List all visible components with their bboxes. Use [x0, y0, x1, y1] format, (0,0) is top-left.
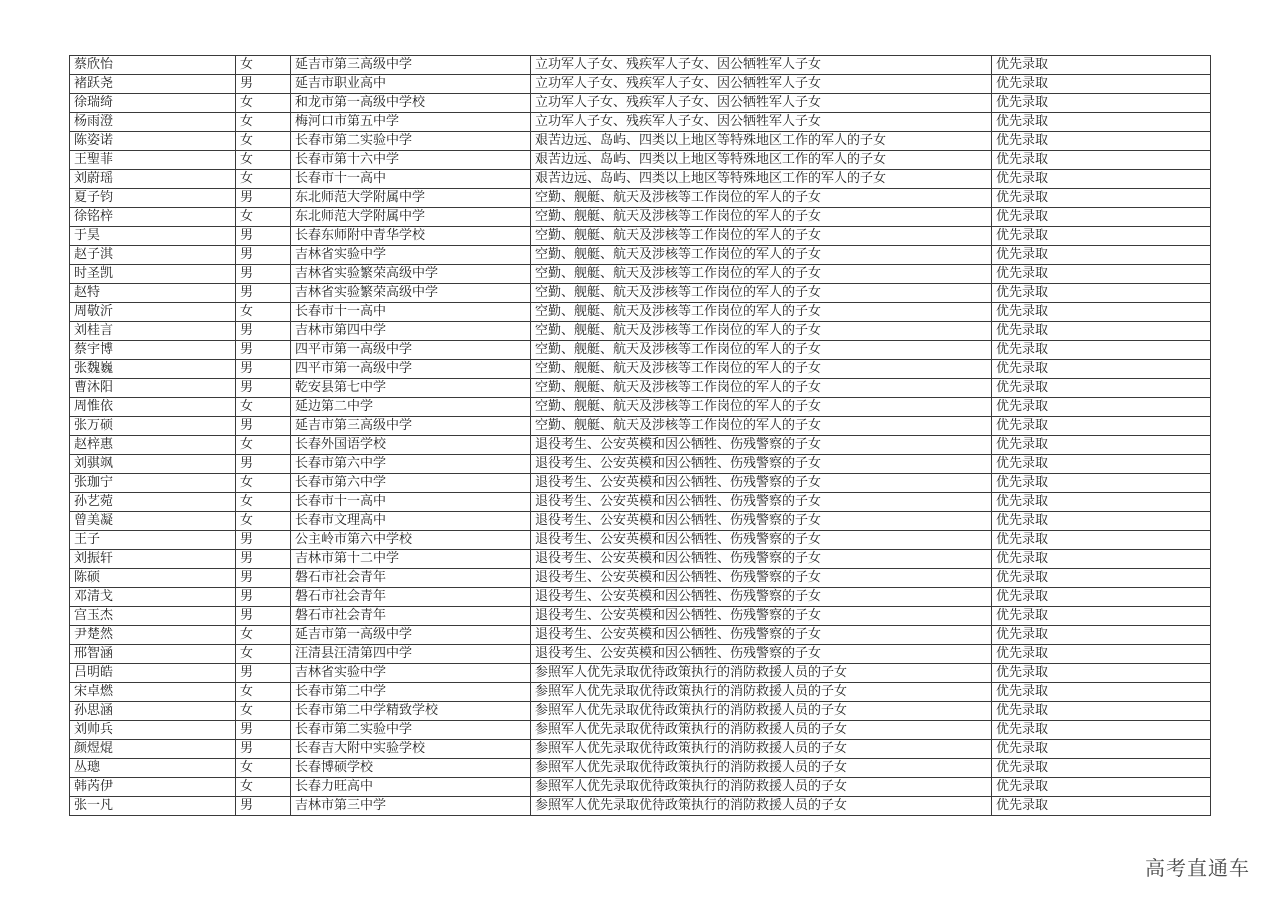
name-cell: 周敬沂 [70, 303, 236, 322]
name-cell: 孙思涵 [70, 702, 236, 721]
school-cell: 吉林市第十二中学 [291, 550, 531, 569]
category-cell: 立功军人子女、残疾军人子女、因公牺牲军人子女 [531, 75, 992, 94]
school-cell: 磐石市社会青年 [291, 569, 531, 588]
category-cell: 空勤、舰艇、航天及涉核等工作岗位的军人的子女 [531, 284, 992, 303]
result-cell: 优先录取 [992, 797, 1211, 816]
name-cell: 王聖菲 [70, 151, 236, 170]
category-cell: 退役考生、公安英模和因公牺牲、伤残警察的子女 [531, 626, 992, 645]
school-cell: 长春市第六中学 [291, 474, 531, 493]
gender-cell: 男 [236, 588, 291, 607]
category-cell: 空勤、舰艇、航天及涉核等工作岗位的军人的子女 [531, 398, 992, 417]
category-cell: 退役考生、公安英模和因公牺牲、伤残警察的子女 [531, 474, 992, 493]
watermark-text: 高考直通车 [1145, 856, 1250, 880]
name-cell: 于昊 [70, 227, 236, 246]
gender-cell: 女 [236, 683, 291, 702]
table-row [70, 436, 1211, 455]
table-row [70, 360, 1211, 379]
table-row [70, 531, 1211, 550]
school-cell: 吉林省实验繁荣高级中学 [291, 284, 531, 303]
name-cell: 赵特 [70, 284, 236, 303]
school-cell: 磐石市社会青年 [291, 607, 531, 626]
result-cell: 优先录取 [992, 721, 1211, 740]
school-cell: 四平市第一高级中学 [291, 341, 531, 360]
gender-cell: 女 [236, 132, 291, 151]
result-cell: 优先录取 [992, 474, 1211, 493]
table-row [70, 265, 1211, 284]
name-cell: 曹沐阳 [70, 379, 236, 398]
table-row [70, 94, 1211, 113]
school-cell: 东北师范大学附属中学 [291, 189, 531, 208]
gender-cell: 男 [236, 227, 291, 246]
table-row [70, 550, 1211, 569]
name-cell: 蔡宇博 [70, 341, 236, 360]
result-cell: 优先录取 [992, 246, 1211, 265]
category-cell: 退役考生、公安英模和因公牺牲、伤残警察的子女 [531, 569, 992, 588]
category-cell: 参照军人优先录取优待政策执行的消防救援人员的子女 [531, 778, 992, 797]
table-row [70, 588, 1211, 607]
gender-cell: 女 [236, 702, 291, 721]
school-cell: 和龙市第一高级中学校 [291, 94, 531, 113]
school-cell: 吉林省实验繁荣高级中学 [291, 265, 531, 284]
admission-table [69, 55, 1211, 816]
school-cell: 长春市第六中学 [291, 455, 531, 474]
school-cell: 长春东师附中青华学校 [291, 227, 531, 246]
table-row [70, 474, 1211, 493]
result-cell: 优先录取 [992, 284, 1211, 303]
name-cell: 张一凡 [70, 797, 236, 816]
table-row [70, 721, 1211, 740]
table-row [70, 778, 1211, 797]
table-row [70, 398, 1211, 417]
name-cell: 周惟依 [70, 398, 236, 417]
result-cell: 优先录取 [992, 664, 1211, 683]
category-cell: 参照军人优先录取优待政策执行的消防救援人员的子女 [531, 702, 992, 721]
name-cell: 王子 [70, 531, 236, 550]
school-cell: 长春市十一高中 [291, 493, 531, 512]
category-cell: 空勤、舰艇、航天及涉核等工作岗位的军人的子女 [531, 322, 992, 341]
category-cell: 艰苦边远、岛屿、四类以上地区等特殊地区工作的军人的子女 [531, 151, 992, 170]
result-cell: 优先录取 [992, 189, 1211, 208]
category-cell: 空勤、舰艇、航天及涉核等工作岗位的军人的子女 [531, 360, 992, 379]
school-cell: 延边第二中学 [291, 398, 531, 417]
gender-cell: 男 [236, 740, 291, 759]
result-cell: 优先录取 [992, 113, 1211, 132]
gender-cell: 女 [236, 398, 291, 417]
category-cell: 空勤、舰艇、航天及涉核等工作岗位的军人的子女 [531, 189, 992, 208]
name-cell: 邓清戈 [70, 588, 236, 607]
gender-cell: 男 [236, 797, 291, 816]
school-cell: 延吉市职业高中 [291, 75, 531, 94]
result-cell: 优先录取 [992, 455, 1211, 474]
result-cell: 优先录取 [992, 683, 1211, 702]
gender-cell: 男 [236, 360, 291, 379]
name-cell: 刘振轩 [70, 550, 236, 569]
table-row [70, 284, 1211, 303]
table-row [70, 322, 1211, 341]
name-cell: 张万硕 [70, 417, 236, 436]
gender-cell: 男 [236, 189, 291, 208]
gender-cell: 男 [236, 284, 291, 303]
result-cell: 优先录取 [992, 512, 1211, 531]
table-row [70, 664, 1211, 683]
result-cell: 优先录取 [992, 417, 1211, 436]
table-row [70, 512, 1211, 531]
name-cell: 蔡欣怡 [70, 56, 236, 75]
name-cell: 曾美凝 [70, 512, 236, 531]
result-cell: 优先录取 [992, 94, 1211, 113]
school-cell: 延吉市第三高级中学 [291, 56, 531, 75]
school-cell: 长春市十一高中 [291, 303, 531, 322]
school-cell: 长春市第二实验中学 [291, 721, 531, 740]
result-cell: 优先录取 [992, 227, 1211, 246]
school-cell: 四平市第一高级中学 [291, 360, 531, 379]
table-row [70, 246, 1211, 265]
table-row [70, 113, 1211, 132]
gender-cell: 女 [236, 113, 291, 132]
category-cell: 空勤、舰艇、航天及涉核等工作岗位的军人的子女 [531, 265, 992, 284]
result-cell: 优先录取 [992, 607, 1211, 626]
result-cell: 优先录取 [992, 531, 1211, 550]
name-cell: 赵梓惠 [70, 436, 236, 455]
name-cell: 陈硕 [70, 569, 236, 588]
name-cell: 孙艺菀 [70, 493, 236, 512]
table-row [70, 75, 1211, 94]
category-cell: 立功军人子女、残疾军人子女、因公牺牲军人子女 [531, 94, 992, 113]
gender-cell: 男 [236, 341, 291, 360]
table-row [70, 569, 1211, 588]
gender-cell: 女 [236, 626, 291, 645]
school-cell: 长春力旺高中 [291, 778, 531, 797]
gender-cell: 男 [236, 379, 291, 398]
name-cell: 邢智涵 [70, 645, 236, 664]
name-cell: 吕明皓 [70, 664, 236, 683]
school-cell: 乾安县第七中学 [291, 379, 531, 398]
name-cell: 韩芮伊 [70, 778, 236, 797]
gender-cell: 男 [236, 75, 291, 94]
school-cell: 延吉市第三高级中学 [291, 417, 531, 436]
result-cell: 优先录取 [992, 360, 1211, 379]
school-cell: 延吉市第一高级中学 [291, 626, 531, 645]
category-cell: 退役考生、公安英模和因公牺牲、伤残警察的子女 [531, 588, 992, 607]
result-cell: 优先录取 [992, 702, 1211, 721]
category-cell: 退役考生、公安英模和因公牺牲、伤残警察的子女 [531, 607, 992, 626]
name-cell: 颜煜焜 [70, 740, 236, 759]
category-cell: 空勤、舰艇、航天及涉核等工作岗位的军人的子女 [531, 246, 992, 265]
school-cell: 长春市第二实验中学 [291, 132, 531, 151]
school-cell: 磐石市社会青年 [291, 588, 531, 607]
category-cell: 空勤、舰艇、航天及涉核等工作岗位的军人的子女 [531, 227, 992, 246]
name-cell: 宫玉杰 [70, 607, 236, 626]
category-cell: 空勤、舰艇、航天及涉核等工作岗位的军人的子女 [531, 341, 992, 360]
name-cell: 陈姿诺 [70, 132, 236, 151]
result-cell: 优先录取 [992, 132, 1211, 151]
result-cell: 优先录取 [992, 265, 1211, 284]
table-row [70, 189, 1211, 208]
result-cell: 优先录取 [992, 588, 1211, 607]
name-cell: 赵子淇 [70, 246, 236, 265]
school-cell: 长春市第二中学 [291, 683, 531, 702]
result-cell: 优先录取 [992, 379, 1211, 398]
school-cell: 公主岭市第六中学校 [291, 531, 531, 550]
result-cell: 优先录取 [992, 398, 1211, 417]
category-cell: 退役考生、公安英模和因公牺牲、伤残警察的子女 [531, 455, 992, 474]
table-row [70, 797, 1211, 816]
name-cell: 刘桂言 [70, 322, 236, 341]
school-cell: 长春吉大附中实验学校 [291, 740, 531, 759]
result-cell: 优先录取 [992, 759, 1211, 778]
table-row [70, 341, 1211, 360]
table-row [70, 455, 1211, 474]
name-cell: 徐瑞绮 [70, 94, 236, 113]
school-cell: 吉林省实验中学 [291, 664, 531, 683]
table-row [70, 702, 1211, 721]
school-cell: 吉林市第四中学 [291, 322, 531, 341]
category-cell: 空勤、舰艇、航天及涉核等工作岗位的军人的子女 [531, 379, 992, 398]
school-cell: 长春博硕学校 [291, 759, 531, 778]
category-cell: 退役考生、公安英模和因公牺牲、伤残警察的子女 [531, 550, 992, 569]
gender-cell: 男 [236, 531, 291, 550]
gender-cell: 男 [236, 417, 291, 436]
table-row [70, 417, 1211, 436]
table-row [70, 683, 1211, 702]
category-cell: 参照军人优先录取优待政策执行的消防救援人员的子女 [531, 740, 992, 759]
gender-cell: 女 [236, 759, 291, 778]
name-cell: 刘骐飒 [70, 455, 236, 474]
category-cell: 参照军人优先录取优待政策执行的消防救援人员的子女 [531, 664, 992, 683]
category-cell: 参照军人优先录取优待政策执行的消防救援人员的子女 [531, 759, 992, 778]
gender-cell: 女 [236, 778, 291, 797]
category-cell: 空勤、舰艇、航天及涉核等工作岗位的军人的子女 [531, 417, 992, 436]
school-cell: 汪清县汪清第四中学 [291, 645, 531, 664]
table-row [70, 303, 1211, 322]
school-cell: 长春外国语学校 [291, 436, 531, 455]
category-cell: 参照军人优先录取优待政策执行的消防救援人员的子女 [531, 683, 992, 702]
category-cell: 艰苦边远、岛屿、四类以上地区等特殊地区工作的军人的子女 [531, 132, 992, 151]
table-body [70, 56, 1211, 816]
result-cell: 优先录取 [992, 626, 1211, 645]
result-cell: 优先录取 [992, 322, 1211, 341]
gender-cell: 女 [236, 170, 291, 189]
category-cell: 退役考生、公安英模和因公牺牲、伤残警察的子女 [531, 512, 992, 531]
table-row [70, 151, 1211, 170]
name-cell: 张魏巍 [70, 360, 236, 379]
category-cell: 艰苦边远、岛屿、四类以上地区等特殊地区工作的军人的子女 [531, 170, 992, 189]
result-cell: 优先录取 [992, 550, 1211, 569]
name-cell: 刘帅兵 [70, 721, 236, 740]
name-cell: 褚跃尧 [70, 75, 236, 94]
result-cell: 优先录取 [992, 170, 1211, 189]
gender-cell: 女 [236, 56, 291, 75]
name-cell: 夏子钧 [70, 189, 236, 208]
name-cell: 杨雨澄 [70, 113, 236, 132]
result-cell: 优先录取 [992, 75, 1211, 94]
table-row [70, 170, 1211, 189]
table-row [70, 607, 1211, 626]
result-cell: 优先录取 [992, 645, 1211, 664]
category-cell: 空勤、舰艇、航天及涉核等工作岗位的军人的子女 [531, 303, 992, 322]
name-cell: 时圣凯 [70, 265, 236, 284]
school-cell: 长春市文理高中 [291, 512, 531, 531]
school-cell: 吉林市第三中学 [291, 797, 531, 816]
result-cell: 优先录取 [992, 303, 1211, 322]
result-cell: 优先录取 [992, 208, 1211, 227]
gender-cell: 女 [236, 151, 291, 170]
result-cell: 优先录取 [992, 569, 1211, 588]
school-cell: 长春市第二中学精致学校 [291, 702, 531, 721]
gender-cell: 男 [236, 322, 291, 341]
category-cell: 立功军人子女、残疾军人子女、因公牺牲军人子女 [531, 113, 992, 132]
result-cell: 优先录取 [992, 151, 1211, 170]
gender-cell: 女 [236, 493, 291, 512]
table-row [70, 56, 1211, 75]
result-cell: 优先录取 [992, 740, 1211, 759]
result-cell: 优先录取 [992, 436, 1211, 455]
gender-cell: 男 [236, 721, 291, 740]
category-cell: 参照军人优先录取优待政策执行的消防救援人员的子女 [531, 721, 992, 740]
table-row [70, 645, 1211, 664]
gender-cell: 女 [236, 208, 291, 227]
name-cell: 张珈宁 [70, 474, 236, 493]
school-cell: 长春市第十六中学 [291, 151, 531, 170]
gender-cell: 男 [236, 455, 291, 474]
category-cell: 退役考生、公安英模和因公牺牲、伤残警察的子女 [531, 436, 992, 455]
table-row [70, 493, 1211, 512]
result-cell: 优先录取 [992, 493, 1211, 512]
school-cell: 东北师范大学附属中学 [291, 208, 531, 227]
gender-cell: 男 [236, 569, 291, 588]
category-cell: 退役考生、公安英模和因公牺牲、伤残警察的子女 [531, 645, 992, 664]
school-cell: 长春市十一高中 [291, 170, 531, 189]
gender-cell: 女 [236, 303, 291, 322]
gender-cell: 女 [236, 436, 291, 455]
table-row [70, 626, 1211, 645]
result-cell: 优先录取 [992, 778, 1211, 797]
table-row [70, 759, 1211, 778]
table-row [70, 132, 1211, 151]
gender-cell: 男 [236, 607, 291, 626]
school-cell: 吉林省实验中学 [291, 246, 531, 265]
category-cell: 参照军人优先录取优待政策执行的消防救援人员的子女 [531, 797, 992, 816]
name-cell: 丛璁 [70, 759, 236, 778]
name-cell: 宋卓燃 [70, 683, 236, 702]
gender-cell: 女 [236, 474, 291, 493]
gender-cell: 男 [236, 246, 291, 265]
gender-cell: 女 [236, 645, 291, 664]
category-cell: 退役考生、公安英模和因公牺牲、伤残警察的子女 [531, 493, 992, 512]
name-cell: 尹楚然 [70, 626, 236, 645]
table-row [70, 227, 1211, 246]
result-cell: 优先录取 [992, 341, 1211, 360]
category-cell: 立功军人子女、残疾军人子女、因公牺牲军人子女 [531, 56, 992, 75]
gender-cell: 男 [236, 550, 291, 569]
category-cell: 退役考生、公安英模和因公牺牲、伤残警察的子女 [531, 531, 992, 550]
result-cell: 优先录取 [992, 56, 1211, 75]
table-row [70, 208, 1211, 227]
gender-cell: 男 [236, 265, 291, 284]
school-cell: 梅河口市第五中学 [291, 113, 531, 132]
table-row [70, 740, 1211, 759]
category-cell: 空勤、舰艇、航天及涉核等工作岗位的军人的子女 [531, 208, 992, 227]
gender-cell: 女 [236, 512, 291, 531]
table-row [70, 379, 1211, 398]
gender-cell: 男 [236, 664, 291, 683]
gender-cell: 女 [236, 94, 291, 113]
name-cell: 刘蔚瑶 [70, 170, 236, 189]
name-cell: 徐铭梓 [70, 208, 236, 227]
